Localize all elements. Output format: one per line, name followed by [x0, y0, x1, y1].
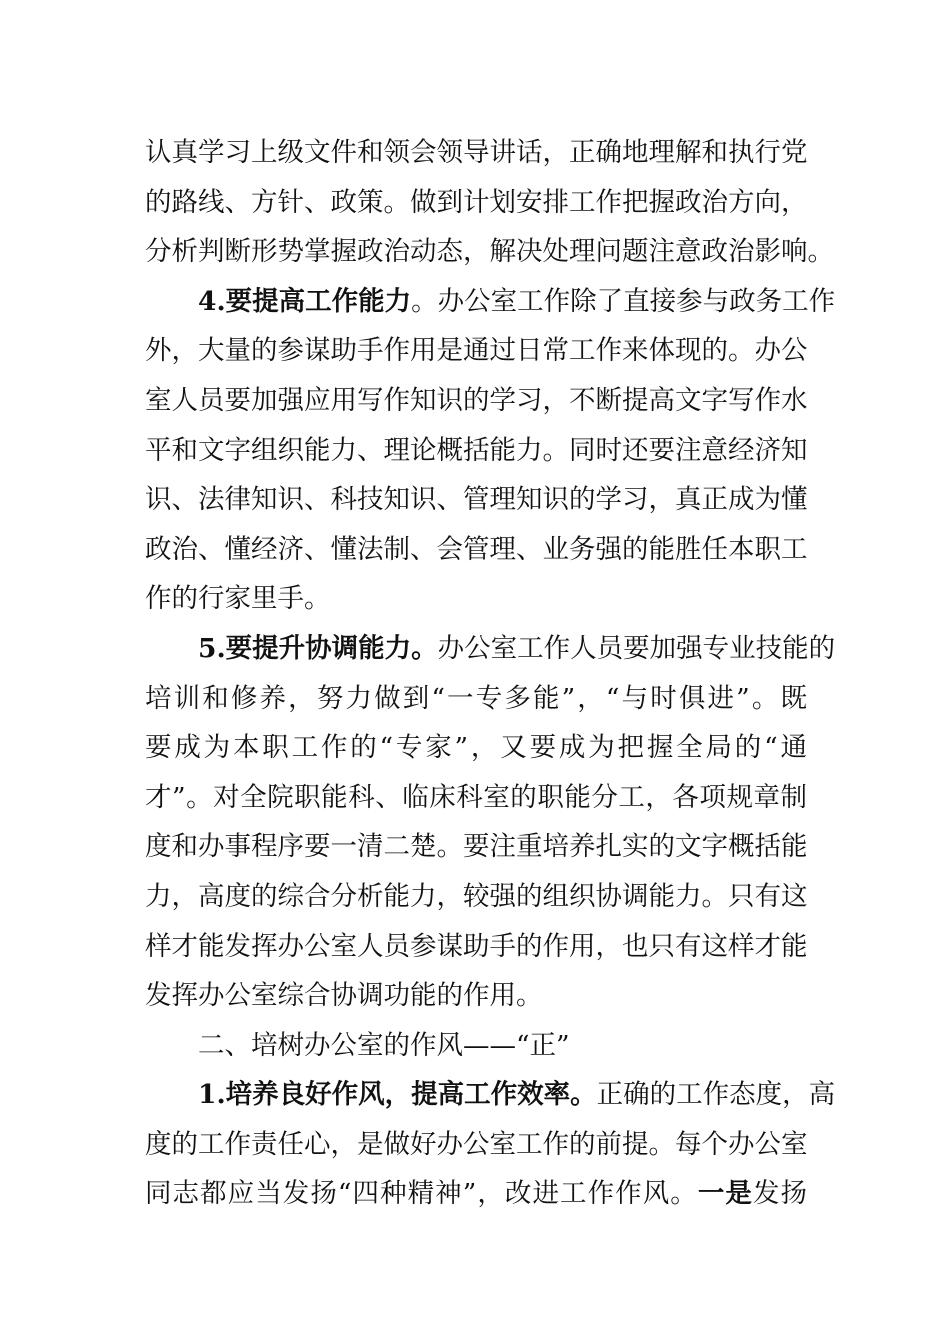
paragraph-start-line: [145, 1070, 836, 1120]
document-body: [145, 128, 836, 1219]
line-text: 样才能发挥办公室人员参谋助手的作用，也只有这样才能: [145, 930, 808, 962]
line-text: 识、法律知识、科技知识、管理知识的学习，真正成为懂: [145, 484, 808, 516]
line-text: 作的行家里手。: [145, 583, 331, 615]
paragraph-start-line: [145, 624, 836, 674]
line-text: 外，大量的参谋助手作用是通过日常工作来体现的。办公: [145, 335, 808, 367]
text-line: [145, 723, 807, 773]
line-text: 的路线、方针、政策。做到计划安排工作把握政治方向，: [145, 186, 808, 218]
text-line: [145, 376, 807, 426]
line-text: 办公室工作人员要加强专业技能的: [437, 632, 836, 664]
line-text: 培训和修养，努力做到“一专多能”，“与时俱进”。既: [145, 682, 807, 714]
line-text: 度的工作责任心，是做好办公室工作的前提。每个办公室: [145, 1128, 808, 1160]
line-text: 室人员要加强应用写作知识的学习，不断提高文字写作水: [145, 384, 808, 416]
text-line: [145, 1169, 807, 1219]
line-text: 分析判断形势掌握政治动态，解决处理问题注意政治影响。: [145, 236, 834, 268]
section-heading-5: 5.要提升协调能力。: [198, 632, 438, 664]
text-line: [145, 227, 834, 277]
text-line: [145, 128, 807, 178]
emphasis-text: 一是: [697, 1178, 753, 1210]
line-text: 政治、懂经济、懂法制、会管理、业务强的能胜任本职工: [145, 533, 808, 565]
text-line: [145, 178, 807, 228]
paragraph-end-line: [145, 574, 807, 624]
line-text: 认真学习上级文件和领会领导讲话，正确地理解和执行党: [145, 137, 808, 168]
text-line: [145, 326, 807, 376]
line-text: 同志都应当发扬“四种精神”，改进工作作风。: [145, 1178, 698, 1210]
text-line: [145, 525, 807, 575]
line-text: 平和文字组织能力、理论概括能力。同时还要注意经济知: [145, 434, 808, 466]
text-line: [145, 822, 807, 872]
subsection-heading-1: 1.培养良好作风，提高工作效率。: [198, 1079, 597, 1111]
paragraph-end-line: [145, 971, 807, 1021]
line-text: 度和办事程序要一清二楚。要注重培养扎实的文字概括能: [145, 831, 808, 863]
section-title-text: 二、培树办公室的作风——“正”: [198, 1029, 570, 1061]
paragraph-start-line: [145, 277, 836, 327]
text-line: [145, 426, 807, 476]
text-line: [145, 674, 807, 724]
text-line: [145, 922, 807, 972]
text-line: [145, 773, 807, 823]
text-line: [145, 475, 807, 525]
line-text: 发挥办公室综合协调功能的作用。: [145, 980, 543, 1012]
line-text: 力，高度的综合分析能力，较强的组织协调能力。只有这: [145, 880, 808, 912]
line-text: 发扬: [752, 1178, 807, 1210]
line-text: 。办公室工作除了直接参与政务工作: [411, 285, 836, 317]
text-line: [145, 872, 807, 922]
line-text: 要成为本职工作的“专家”，又要成为把握全局的“通: [145, 732, 807, 764]
text-line: [145, 1120, 807, 1170]
line-text: 才”。对全院职能科、临床科室的职能分工，各项规章制: [145, 781, 807, 813]
section-title: [145, 1021, 807, 1071]
section-heading-4: 4.要提高工作能力: [198, 285, 412, 317]
line-text: 正确的工作态度，高: [596, 1079, 836, 1111]
